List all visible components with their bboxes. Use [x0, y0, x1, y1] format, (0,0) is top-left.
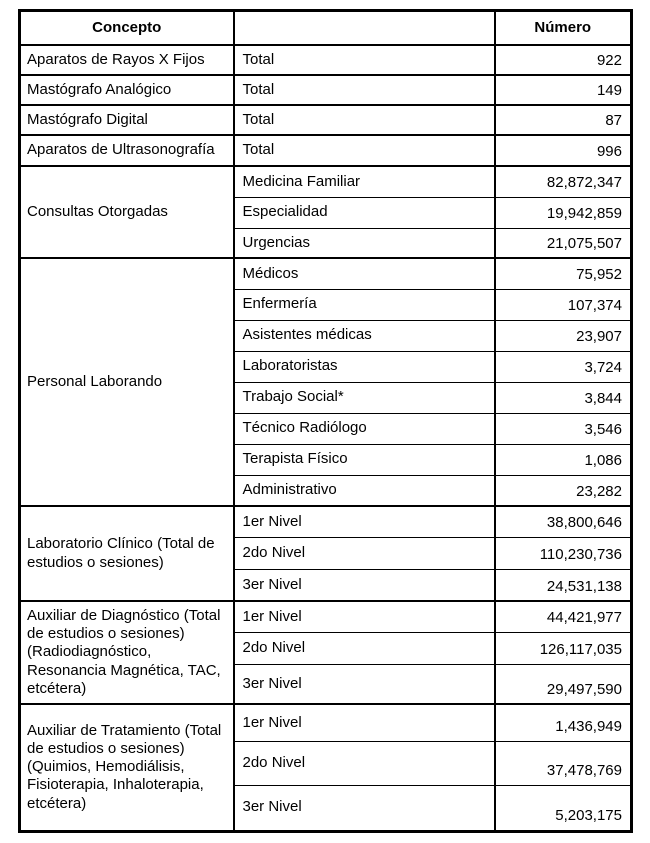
header-middle-empty	[234, 11, 495, 46]
numero-cell: 1,086	[495, 444, 632, 475]
numero-cell: 82,872,347	[495, 166, 632, 197]
subcategory-cell: Administrativo	[234, 475, 495, 506]
subcategory-cell: Urgencias	[234, 228, 495, 258]
numero-cell: 29,497,590	[495, 664, 632, 704]
subcategory-cell: 1er Nivel	[234, 506, 495, 537]
numero-cell: 107,374	[495, 289, 632, 320]
numero-cell: 3,844	[495, 382, 632, 413]
numero-cell: 38,800,646	[495, 506, 632, 537]
subcategory-cell: Laboratoristas	[234, 351, 495, 382]
subcategory-cell: 2do Nivel	[234, 741, 495, 785]
numero-cell: 44,421,977	[495, 601, 632, 632]
numero-cell: 996	[495, 135, 632, 166]
numero-cell: 3,546	[495, 413, 632, 444]
subcategory-cell: Total	[234, 135, 495, 166]
subcategory-cell: Trabajo Social*	[234, 382, 495, 413]
subcategory-cell: 3er Nivel	[234, 664, 495, 704]
numero-cell: 75,952	[495, 258, 632, 289]
subcategory-cell: 1er Nivel	[234, 704, 495, 741]
subcategory-cell: Total	[234, 75, 495, 105]
numero-cell: 110,230,736	[495, 537, 632, 569]
numero-cell: 5,203,175	[495, 785, 632, 831]
numero-cell: 87	[495, 105, 632, 135]
numero-cell: 19,942,859	[495, 197, 632, 228]
table-header-row	[20, 11, 632, 46]
subcategory-cell: 3er Nivel	[234, 785, 495, 831]
table-row	[20, 258, 632, 289]
subcategory-cell: 2do Nivel	[234, 537, 495, 569]
numero-cell: 23,282	[495, 475, 632, 506]
table-row	[20, 506, 632, 537]
numero-cell: 37,478,769	[495, 741, 632, 785]
concepto-cell: Aparatos de Rayos X Fijos	[20, 45, 234, 75]
table-body	[20, 45, 632, 831]
table-row	[20, 704, 632, 741]
header-concepto: Concepto	[20, 11, 234, 46]
concepto-cell: Personal Laborando	[20, 258, 234, 506]
subcategory-cell: Total	[234, 45, 495, 75]
numero-cell: 21,075,507	[495, 228, 632, 258]
subcategory-cell: Total	[234, 105, 495, 135]
numero-cell: 149	[495, 75, 632, 105]
header-numero: Número	[495, 11, 632, 46]
subcategory-cell: Especialidad	[234, 197, 495, 228]
numero-cell: 922	[495, 45, 632, 75]
concepto-cell: Aparatos de Ultrasonografía	[20, 135, 234, 166]
concepto-cell: Consultas Otorgadas	[20, 166, 234, 258]
numero-cell: 3,724	[495, 351, 632, 382]
table-row	[20, 75, 632, 105]
subcategory-cell: Técnico Radiólogo	[234, 413, 495, 444]
subcategory-cell: 3er Nivel	[234, 569, 495, 601]
concepto-cell: Mastógrafo Digital	[20, 105, 234, 135]
subcategory-cell: Asistentes médicas	[234, 320, 495, 351]
table-row	[20, 105, 632, 135]
table-row	[20, 166, 632, 197]
numero-cell: 23,907	[495, 320, 632, 351]
concepto-cell: Auxiliar de Diagnóstico (Total de estudios o sesiones) (Radiodiagnóstico, Resonancia Magnética, TAC, etcétera)	[20, 601, 234, 704]
table-row	[20, 45, 632, 75]
concepto-cell: Mastógrafo Analógico	[20, 75, 234, 105]
subcategory-cell: 1er Nivel	[234, 601, 495, 632]
table-row	[20, 601, 632, 632]
table-row	[20, 135, 632, 166]
subcategory-cell: 2do Nivel	[234, 632, 495, 664]
statistics-table-container	[18, 9, 633, 833]
numero-cell: 1,436,949	[495, 704, 632, 741]
numero-cell: 126,117,035	[495, 632, 632, 664]
numero-cell: 24,531,138	[495, 569, 632, 601]
subcategory-cell: Enfermería	[234, 289, 495, 320]
subcategory-cell: Terapista Físico	[234, 444, 495, 475]
subcategory-cell: Médicos	[234, 258, 495, 289]
subcategory-cell: Medicina Familiar	[234, 166, 495, 197]
concepto-cell: Laboratorio Clínico (Total de estudios o sesiones)	[20, 506, 234, 601]
statistics-table	[18, 9, 633, 833]
concepto-cell: Auxiliar de Tratamiento (Total de estudios o sesiones) (Quimios, Hemodiálisis, Fisioterapia, Inhaloterapia, etcétera)	[20, 704, 234, 831]
